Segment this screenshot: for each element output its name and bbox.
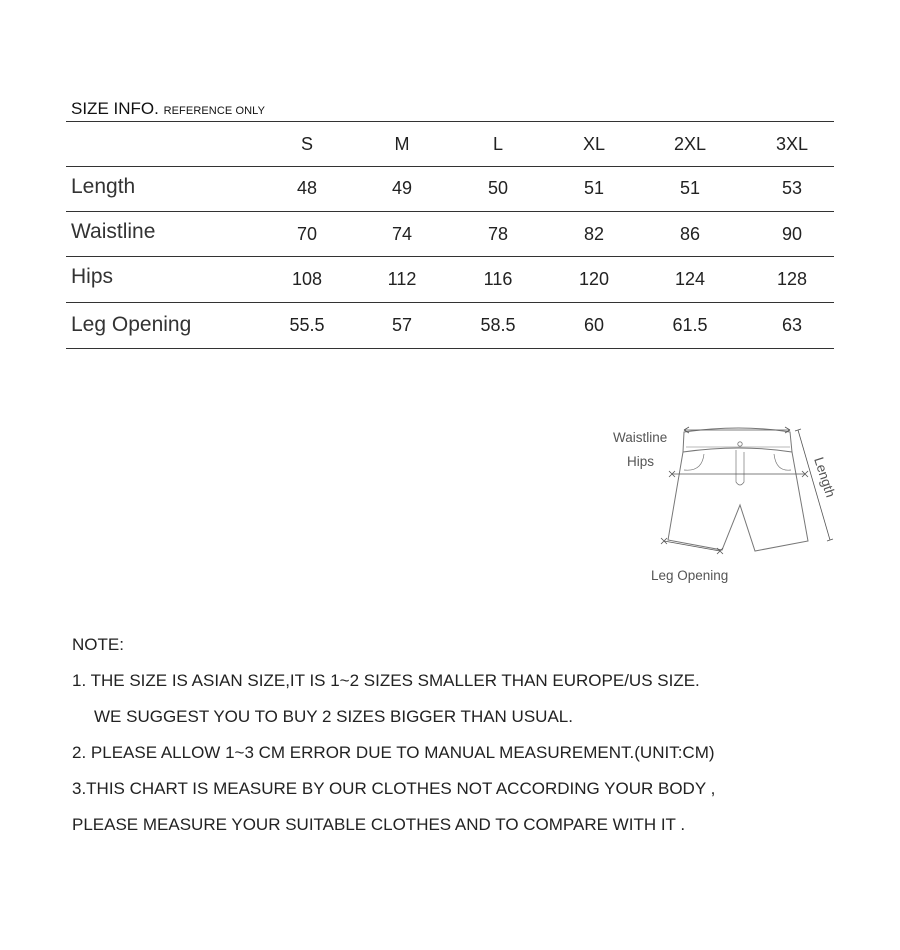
note-line: PLEASE MEASURE YOUR SUITABLE CLOTHES AND TO COMPARE WITH IT . (72, 815, 686, 834)
table-cell: 49 (391, 178, 413, 198)
shorts-measurement-diagram (600, 415, 850, 595)
table-cell: 108 (291, 269, 323, 289)
table-cell: 74 (391, 224, 413, 244)
table-cell: 50 (487, 178, 509, 198)
table-cell: 58.5 (480, 315, 516, 335)
table-cell: 86 (679, 224, 701, 244)
size-header-xl: XL (582, 134, 606, 154)
table-row-rule (66, 256, 834, 257)
table-cell: 53 (781, 178, 803, 198)
diagram-label-waistline: Waistline (613, 430, 668, 445)
size-chart-subtitle: REFERENCE ONLY (163, 105, 266, 117)
notes-heading: NOTE: (72, 635, 124, 654)
table-cell: 51 (583, 178, 605, 198)
table-cell: 55.5 (289, 315, 325, 335)
table-cell: 78 (487, 224, 509, 244)
size-chart-title (71, 99, 265, 119)
row-label-leg-opening: Leg Opening (71, 313, 192, 336)
table-top-rule (66, 121, 834, 122)
table-cell: 124 (674, 269, 706, 289)
table-cell: 82 (583, 224, 605, 244)
table-cell: 60 (583, 315, 605, 335)
size-chart-title-text: SIZE INFO. (71, 99, 159, 118)
table-cell: 70 (296, 224, 318, 244)
diagram-label-leg-opening: Leg Opening (651, 568, 729, 583)
note-line: 1. THE SIZE IS ASIAN SIZE,IT IS 1~2 SIZES SMALLER THAN EUROPE/US SIZE. (72, 671, 700, 690)
table-cell: 120 (578, 269, 610, 289)
row-label-waistline: Waistline (71, 220, 156, 243)
table-row-rule (66, 302, 834, 303)
diagram-label-length: Length (811, 455, 839, 500)
table-cell: 116 (483, 269, 513, 289)
table-cell: 61.5 (672, 315, 708, 335)
table-cell: 57 (391, 315, 413, 335)
table-cell: 51 (679, 178, 701, 198)
diagram-label-hips: Hips (627, 454, 655, 469)
shorts-outline (668, 428, 808, 551)
table-row-rule (66, 211, 834, 212)
table-cell: 63 (781, 315, 803, 335)
size-header-3xl: 3XL (775, 134, 809, 154)
size-header-m: M (394, 134, 410, 154)
note-line: WE SUGGEST YOU TO BUY 2 SIZES BIGGER THAN USUAL. (94, 707, 573, 726)
note-line: 2. PLEASE ALLOW 1~3 CM ERROR DUE TO MANUAL MEASUREMENT.(UNIT:CM) (72, 743, 715, 762)
table-cell: 48 (296, 178, 318, 198)
size-header-s: S (300, 134, 313, 154)
table-cell: 112 (387, 269, 417, 289)
table-header-rule (66, 166, 834, 167)
table-cell: 128 (776, 269, 808, 289)
table-bottom-rule (66, 348, 834, 349)
table-cell: 90 (781, 224, 803, 244)
row-label-hips: Hips (71, 265, 114, 288)
size-header-2xl: 2XL (673, 134, 707, 154)
row-label-length: Length (71, 175, 136, 198)
size-header-l: L (492, 134, 503, 154)
note-line: 3.THIS CHART IS MEASURE BY OUR CLOTHES NOT ACCORDING YOUR BODY , (72, 779, 716, 798)
